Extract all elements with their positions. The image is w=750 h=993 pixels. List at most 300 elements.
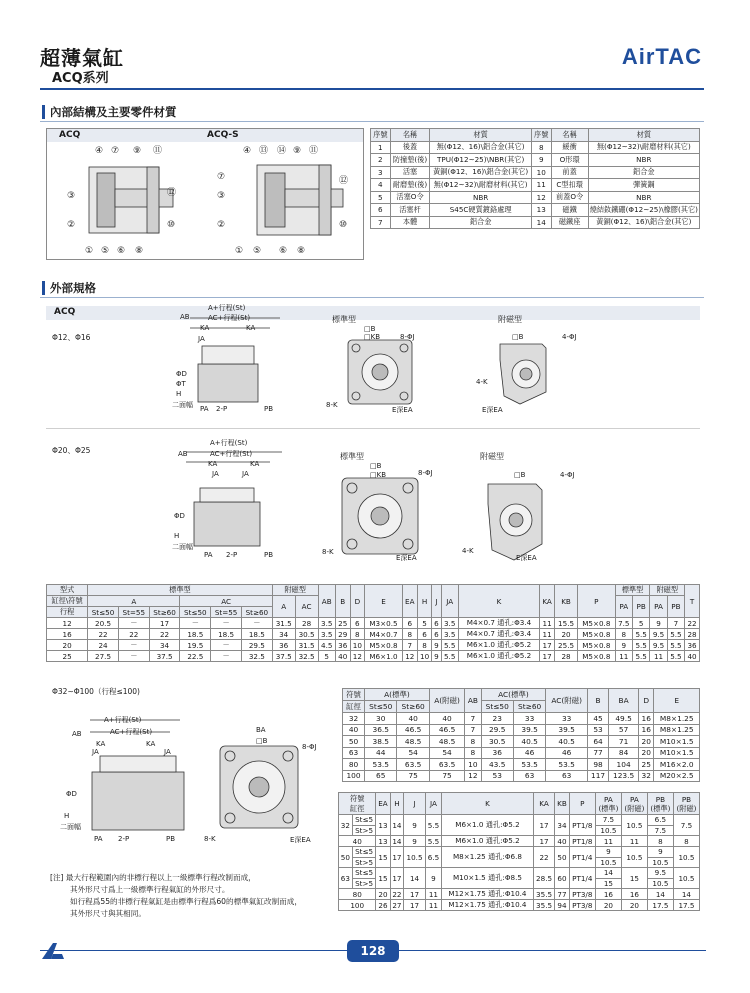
cell: 2: [371, 154, 391, 167]
cell: St>5: [352, 878, 376, 889]
dim3-ka-left: KA: [96, 740, 106, 748]
cell: 無(Φ12~32)\耐磨材料(其它): [430, 179, 532, 192]
cell: 63.5: [429, 759, 464, 771]
cell: M12×1.75 通孔:Φ10.4: [442, 900, 534, 911]
cell: 14: [390, 815, 404, 836]
dim-pb: PB: [264, 405, 274, 413]
cell: 11: [540, 618, 555, 629]
dim2-phid: ΦD: [174, 512, 185, 520]
materials-row: [371, 141, 700, 154]
table-row: [343, 747, 700, 759]
cell: 22: [685, 618, 700, 629]
cell: 燒結釹鐵硼(Φ12~25)\橡膠(其它): [588, 204, 699, 217]
th-ea: EA: [402, 585, 417, 618]
cell: 25: [639, 759, 654, 771]
cell: NBR: [430, 191, 532, 204]
cell: 10.5: [404, 847, 426, 868]
acq-tag: ACQ: [54, 307, 76, 317]
section-rule: [40, 121, 704, 122]
cell: 6: [417, 629, 432, 640]
cell: 53.5: [513, 759, 545, 771]
cell: 29: [335, 629, 350, 640]
th2-ac-mag: AC(附磁): [546, 689, 588, 713]
cell: 46.5: [429, 724, 464, 736]
th3-symbol: 符號: [350, 793, 365, 803]
cell: M10×1.5 通孔:Φ8.5: [442, 868, 534, 889]
dim3-ab: AB: [72, 730, 82, 738]
cell: 14: [595, 868, 621, 879]
cell: 104: [609, 759, 639, 771]
cell: 11: [595, 836, 621, 847]
cell: 63: [339, 868, 353, 889]
cell: M16×2.0: [654, 759, 700, 771]
cell: 17: [404, 900, 426, 911]
cell: 49.5: [609, 713, 639, 725]
materials-row: [371, 179, 700, 192]
dim-phit: ΦT: [176, 380, 186, 388]
cell: 5.5: [667, 651, 684, 662]
cell: 16: [47, 629, 88, 640]
cell: St>5: [352, 857, 376, 868]
cell: 33: [513, 713, 545, 725]
table-row: [339, 900, 700, 911]
table-row: [343, 759, 700, 771]
th3-ea: EA: [376, 793, 390, 815]
dim-ka-left: KA: [200, 324, 210, 332]
cell: 7.5: [595, 815, 621, 826]
th2-ab: AB: [465, 689, 481, 713]
cell: 6.5: [647, 815, 673, 826]
cell: 17: [149, 618, 180, 629]
series-title: ACQ系列: [52, 71, 109, 86]
cell: 16: [595, 889, 621, 900]
cell: M5×0.8: [578, 629, 616, 640]
dim3-ac-st: AC+行程(St): [110, 728, 153, 736]
th2-st: St≤50: [481, 701, 513, 713]
cell: 44: [365, 747, 397, 759]
cell: 18.5: [180, 629, 211, 640]
dim3-phid: ΦD: [66, 790, 77, 798]
dim2-b: □B: [370, 462, 382, 470]
cell: NBR: [588, 154, 699, 167]
materials-header-row: [371, 129, 700, 142]
cell: 5: [632, 618, 649, 629]
th2-ba: BA: [609, 689, 639, 713]
cell: －: [211, 651, 242, 662]
callout-2: ②: [67, 220, 76, 230]
cell: 77: [555, 889, 569, 900]
dim3-ba: BA: [256, 726, 266, 734]
callout-5: ⑤: [101, 246, 110, 256]
cell: 3: [371, 166, 391, 179]
label-acq: ACQ: [59, 130, 81, 140]
cell: 5.5: [667, 640, 684, 651]
cell: O形環: [551, 154, 588, 167]
cell: －: [211, 640, 242, 651]
cell: 19.5: [180, 640, 211, 651]
cell: PT3/8: [569, 889, 595, 900]
cell: 13: [376, 836, 390, 847]
cell: S45C硬質鍍鉻處理: [430, 204, 532, 217]
cell: 65: [365, 770, 397, 782]
table-row: [339, 815, 700, 826]
dim3-ja-right: JA: [164, 748, 171, 756]
materials-table: [370, 128, 700, 229]
table-row: [339, 847, 700, 858]
page-number: 128: [347, 940, 399, 962]
cell: 9: [650, 618, 667, 629]
cell: 9: [595, 847, 621, 858]
cell: 11: [615, 651, 632, 662]
cell: 117: [587, 770, 608, 782]
cell: 防撞墊(後): [390, 154, 430, 167]
cell: 17: [404, 889, 426, 900]
cell: －: [118, 618, 149, 629]
dim-e-ea: E深EA: [392, 406, 413, 414]
cell: 黃銅(Φ12、16)\鋁合金(其它): [430, 166, 532, 179]
cell: 10.5: [595, 825, 621, 836]
th-st: St≥60: [149, 607, 180, 618]
cell: 活塞: [390, 166, 430, 179]
section-marker: [42, 105, 45, 119]
cell: 60: [555, 868, 569, 889]
cell: 9: [615, 640, 632, 651]
th-st: St≥60: [241, 607, 272, 618]
cell: 17: [533, 815, 555, 836]
cell: 12: [402, 651, 417, 662]
note-line: 如行程爲55的非標行程氣缸是由標準行程爲60的標準氣缸改制而成，: [70, 897, 302, 906]
cell: 22: [118, 629, 149, 640]
cell: 3.5: [318, 629, 335, 640]
cell: 13: [531, 204, 551, 217]
materials-row: [371, 204, 700, 217]
cell: 71: [609, 736, 639, 748]
cell: 27: [390, 900, 404, 911]
section-rule: [40, 297, 704, 298]
cell: 36: [481, 747, 513, 759]
size-label-20-25: Φ20、Φ25: [52, 446, 91, 455]
cell: 17: [533, 836, 555, 847]
cell: PT1/8: [569, 836, 595, 847]
cell: 20.5: [88, 618, 119, 629]
table-row: [339, 868, 700, 879]
cell: PT3/8: [569, 900, 595, 911]
cell: 18.5: [241, 629, 272, 640]
cell: 4: [371, 179, 391, 192]
callout-9: ⑨: [133, 146, 142, 156]
table-row: [47, 629, 700, 640]
cell: 25: [335, 618, 350, 629]
cell: 7: [465, 724, 481, 736]
drawing-32-100: [60, 712, 340, 848]
dim-pa: PA: [200, 405, 209, 413]
dim2-mag-b: □B: [514, 471, 526, 479]
cell: 40: [429, 713, 464, 725]
cell: 8: [673, 836, 699, 847]
cell: 5.5: [667, 629, 684, 640]
cell: PT1/4: [569, 847, 595, 868]
cell: 10.5: [673, 868, 699, 889]
cell: 53: [481, 770, 513, 782]
dim2-two-flat: 二面幅: [172, 543, 193, 551]
cell: 50: [339, 847, 353, 868]
dim2-8k: 8-K: [322, 548, 334, 556]
cell: 54: [429, 747, 464, 759]
callout-1: ①: [85, 246, 94, 256]
cell: 9.5: [650, 629, 667, 640]
dim2-h: H: [174, 532, 180, 540]
cell: M6×1.0 通孔:Φ5.2: [458, 651, 539, 662]
callout-12: ⑫: [167, 188, 177, 198]
dim3-pa: PA: [94, 835, 103, 843]
dim2-ka-left: KA: [208, 460, 218, 468]
cell: 28: [685, 629, 700, 640]
callout-3: ③: [67, 191, 76, 201]
dim2-mag-e-ea: E深EA: [516, 554, 537, 562]
cell: 37.5: [149, 651, 180, 662]
standard-type-label-2: 標準型: [340, 452, 364, 461]
th3-ja: JA: [425, 793, 441, 815]
structure-drawing: [46, 128, 364, 260]
dim2-mag-4k: 4-K: [462, 547, 474, 555]
cell: 40: [685, 651, 700, 662]
th3-p: P: [569, 793, 595, 815]
cell: 3.5: [318, 618, 335, 629]
th2-d: D: [639, 689, 654, 713]
cell: PT1/4: [569, 868, 595, 889]
cell: 14: [390, 836, 404, 847]
cell: 38.5: [365, 736, 397, 748]
dim-mag-4phij: 4-ΦJ: [562, 333, 577, 341]
dim-mag-4k: 4-K: [476, 378, 488, 386]
cell: 20: [47, 640, 88, 651]
dim2-ja-left: JA: [212, 470, 219, 478]
callout-s10: ⑩: [339, 220, 348, 230]
callout-s11: ⑪: [309, 146, 319, 156]
cell: 8: [417, 640, 432, 651]
cell: 33: [546, 713, 588, 725]
magnetic-type-label: 附磁型: [498, 315, 522, 324]
dim-kb: □KB: [364, 333, 381, 341]
cell: 63: [343, 747, 365, 759]
th-mat-2: 材質: [588, 129, 699, 142]
magnetic-type-label-2: 附磁型: [480, 452, 504, 461]
dim2-kb: □KB: [370, 471, 387, 479]
th-kb: KB: [555, 585, 578, 618]
cell: 9: [404, 836, 426, 847]
cell: 20: [621, 900, 647, 911]
cell: 50: [343, 736, 365, 748]
cell: 75: [397, 770, 429, 782]
callout-s13: ⑬: [259, 146, 269, 156]
th-h: H: [417, 585, 432, 618]
cell: 84: [609, 747, 639, 759]
th2-e: E: [654, 689, 700, 713]
cell: 磁鐵: [551, 204, 588, 217]
cell: 20: [555, 629, 578, 640]
cell: 9: [531, 154, 551, 167]
callout-s7: ⑦: [217, 172, 226, 182]
cell: －: [211, 618, 242, 629]
cell: 5.5: [632, 640, 649, 651]
th3-bore: 缸徑: [350, 803, 365, 813]
cell: 40.5: [546, 736, 588, 748]
cell: 17: [390, 847, 404, 868]
cell: 9: [432, 640, 441, 651]
th-std-papb: 標準型: [615, 585, 650, 596]
th2-symbol: 符號: [343, 689, 365, 701]
cell: M6×1.0 通孔:Φ5.2: [442, 815, 534, 836]
cell: 34: [272, 629, 295, 640]
cell: 48.5: [429, 736, 464, 748]
cell: 26: [376, 900, 390, 911]
cell: 16: [621, 889, 647, 900]
cell: －: [180, 618, 211, 629]
cell: 5.5: [632, 629, 649, 640]
dim-mag-b: □B: [512, 333, 524, 341]
cell: 9: [425, 868, 441, 889]
cell: 10.5: [647, 857, 673, 868]
cell: 17.5: [647, 900, 673, 911]
cell: 10.5: [647, 878, 673, 889]
cell: M6×1.0 通孔:Φ5.2: [442, 836, 534, 847]
dim3-8k: 8-K: [204, 835, 216, 843]
th2-bore: 缸徑: [343, 701, 365, 713]
th-mag-papb: 附磁型: [650, 585, 685, 596]
cell: 6: [350, 618, 365, 629]
page-title: 超薄氣缸: [40, 46, 124, 70]
cell: 43.5: [481, 759, 513, 771]
cell: 無(Φ12、16)\鋁合金(其它): [430, 141, 532, 154]
th3-pb-mag: PB (附磁): [673, 793, 699, 815]
cell: 17: [540, 651, 555, 662]
dim2-ka-right: KA: [250, 460, 260, 468]
cell: 20: [376, 889, 390, 900]
cell: 15: [376, 847, 390, 868]
label-acq-s: ACQ-S: [207, 130, 239, 140]
cylinder-section-diagram: [47, 143, 363, 259]
cell: 6: [371, 204, 391, 217]
table-row: [343, 713, 700, 725]
cell: 3.5: [441, 629, 458, 640]
cell: 25: [47, 651, 88, 662]
cell: 40: [339, 836, 376, 847]
cell: M5×0.8: [365, 640, 403, 651]
cell: 黃銅(Φ12、16)\鋁合金(其它): [588, 216, 699, 229]
callout-11: ⑪: [153, 146, 163, 156]
dim3-ka-right: KA: [146, 740, 156, 748]
cell: 17: [390, 868, 404, 889]
cell: M4×0.7 通孔:Φ3.4: [458, 629, 539, 640]
th-name-2: 名稱: [551, 129, 588, 142]
cell: 6: [432, 618, 441, 629]
cell: －: [118, 651, 149, 662]
th-mag-ac: AC: [295, 596, 318, 618]
dim2-ja-right: JA: [242, 470, 249, 478]
section-structure-title: 內部結構及主要零件材質: [50, 105, 177, 119]
cell: M4×0.7: [365, 629, 403, 640]
table-row: [47, 618, 700, 629]
cell: 36: [272, 640, 295, 651]
cell: 20: [639, 736, 654, 748]
cell: 7.5: [673, 815, 699, 836]
cell: 28: [295, 618, 318, 629]
th3-pb-std: PB (標準): [647, 793, 673, 815]
cell: 9: [432, 651, 441, 662]
cell: 80: [339, 889, 376, 900]
cell: M12×1.75 通孔:Φ10.4: [442, 889, 534, 900]
table-row: [47, 640, 700, 651]
cell: 39.5: [513, 724, 545, 736]
th3-ka: KA: [533, 793, 555, 815]
cell: M5×0.8: [578, 651, 616, 662]
cell: 40: [343, 724, 365, 736]
cell: 9: [647, 847, 673, 858]
cell: 5.5: [425, 815, 441, 836]
cell: 8: [531, 141, 551, 154]
th-st: St=55: [118, 607, 149, 618]
dim-phid: ΦD: [176, 370, 187, 378]
th2-st: St≤50: [365, 701, 397, 713]
materials-row: [371, 191, 700, 204]
th-st: St≤50: [180, 607, 211, 618]
cell: 32: [343, 713, 365, 725]
cell: 53.5: [546, 759, 588, 771]
cell: 8: [615, 629, 632, 640]
th-e: E: [365, 585, 403, 618]
table-row: [343, 736, 700, 748]
cell: M10×1.5: [654, 747, 700, 759]
cell: 活塞杆: [390, 204, 430, 217]
cell: 後蓋: [390, 141, 430, 154]
cell: 12: [531, 191, 551, 204]
header-rule: [40, 88, 704, 90]
cell: 5.5: [441, 640, 458, 651]
cell: 34: [555, 815, 569, 836]
th-bore: 缸徑\符號: [47, 596, 88, 607]
divider: [46, 428, 700, 429]
th-type: 型式: [47, 585, 88, 596]
cell: 94: [555, 900, 569, 911]
th3-pa-std: PA (標準): [595, 793, 621, 815]
cell: 35.5: [533, 900, 555, 911]
cell: 30: [365, 713, 397, 725]
dim-ac-st: AC+行程(St): [208, 314, 251, 322]
th-st: St≤50: [88, 607, 119, 618]
dimension-table-large-bore-a: [342, 688, 700, 782]
dim3-two-flat: 二面幅: [60, 823, 81, 831]
table-row: [343, 770, 700, 782]
cell: 15: [621, 868, 647, 889]
dim-2p: 2-P: [216, 405, 228, 413]
cell: 8: [465, 747, 481, 759]
cell: NBR: [588, 191, 699, 204]
cell: －: [118, 640, 149, 651]
cell: 11: [531, 179, 551, 192]
cell: PT1/8: [569, 815, 595, 836]
cell: 6.5: [425, 847, 441, 868]
cell: 48.5: [397, 736, 429, 748]
cell: 50: [555, 847, 569, 868]
callout-s12: ⑫: [339, 176, 349, 186]
cell: 15: [376, 868, 390, 889]
cell: 37.5: [272, 651, 295, 662]
cell: 27.5: [88, 651, 119, 662]
cell: 12: [47, 618, 88, 629]
table-row: [343, 724, 700, 736]
th-p: P: [578, 585, 616, 618]
structure-header: [47, 129, 363, 142]
